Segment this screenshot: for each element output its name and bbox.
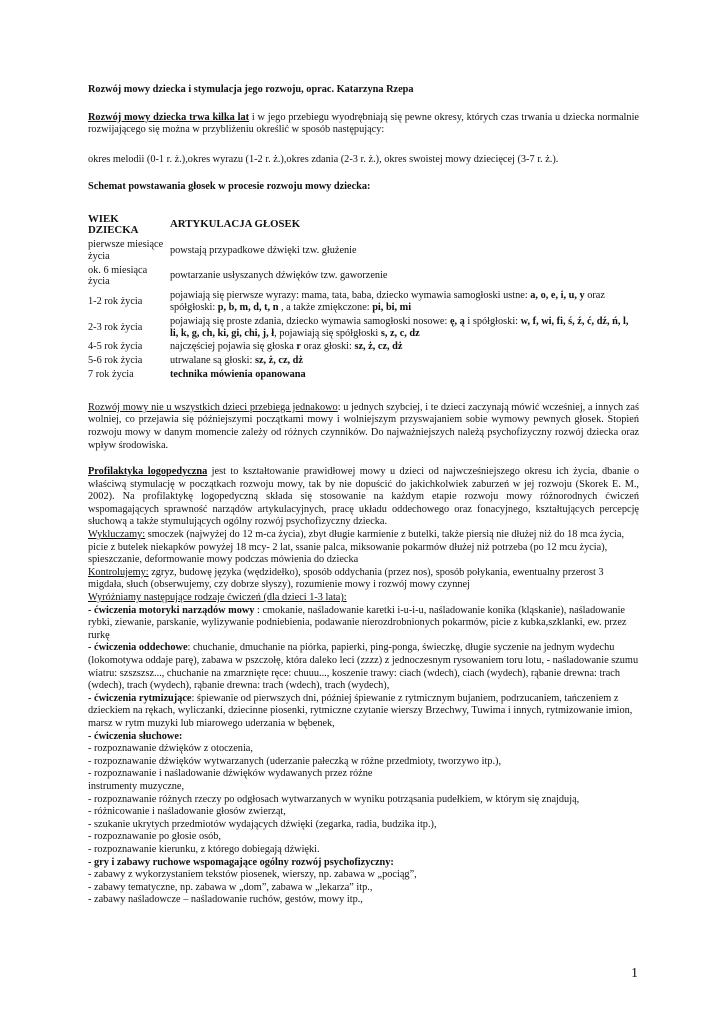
articulation-cell xyxy=(170,368,639,382)
articulation-cell xyxy=(170,340,639,354)
list-item: - różnicowanie i naśladowanie głosów zwierząt, xyxy=(88,806,286,818)
exclude-line xyxy=(88,529,639,567)
prophylaxis-paragraph xyxy=(88,466,639,529)
cell-text: najczęściej pojawia się głoska xyxy=(170,341,297,353)
list-item: - rozpoznawanie dźwięków wytwarzanych (uderzanie pałeczką w różne przedmioty, tworzywo itp.), xyxy=(88,755,502,767)
age-cell: pierwsze miesiące życia xyxy=(88,238,164,262)
cell-text: i spółgłoski: xyxy=(464,315,521,327)
list-item: - rozpoznawanie różnych rzeczy po odgłosach wytwarzanych w wyniku potrząsania pudełkiem, w którym się znajdują, xyxy=(88,793,580,805)
cell-text: , a także zmiękczone: xyxy=(278,301,373,313)
periods-line: okres melodii (0-1 r. ż.),okres wyrazu (1-2 r. ż.),okres zdania (2-3 r. ż.), okres swoistej mowy dziecięcej (3-7 r. ż.). xyxy=(88,153,559,165)
cell-text: utrwalane są głoski: xyxy=(170,355,255,367)
cell-text: oraz spółgłoski: xyxy=(170,290,605,313)
breathing-exercises xyxy=(88,642,639,692)
age-cell: ok. 6 miesiąca życia xyxy=(88,264,148,288)
cell-text: powtarzanie usłyszanych dźwięków tzw. gaworzenie xyxy=(170,270,388,282)
cell-bold: sz, ż, cz, dż xyxy=(254,355,303,367)
header-articulation: ARTYKULACJA GŁOSEK xyxy=(170,218,301,231)
table-row xyxy=(88,368,639,382)
rhythm-exercises xyxy=(88,693,639,731)
header-age: WIEK DZIECKA xyxy=(88,212,139,236)
cell-text: pojawiają się proste zdania, dziecko wymawia samogłoski nosowe: xyxy=(170,315,450,327)
prophylaxis-text: jest to kształtowanie prawidłowej mowy u dzieci od najwcześniejszego okresu ich życia, dbanie o właściwą stymulację w początkach rozwoju mowy, tak by nie dopuścić do jakichkolwiek zaburzeń w jej rozwoju (Skorek E. M., 2002). Na profilaktykę logopedyczną składa się stosowanie na każdym etapie rozwoju mowy różnorodnych ćwiczeń wspomagających sprawność narządów artykulacyjnych, pracę układu oddechowego oraz fonacyjnego, kształtujących percepcję słuchową a także stymulujących ogólny rozwój psychofizyczny dziecka. xyxy=(88,466,639,528)
articulation-table xyxy=(88,214,639,382)
rhythm-label: - ćwiczenia rytmizujące xyxy=(88,692,192,704)
breathing-text: : chuchanie, dmuchanie na piórka, papierki, ping-ponga, świeczkę, długie syczenie na jednym wydechu (lokomotywa oddaje parę), zabawa w pszczołę, która daleko leci (zzzz) z jednoczesnym rysowaniem toru lotu, - naśladowanie szumu wiatru: szszszsz..., chuchanie na zmarznięte ręce: chuuu..., koszenie trawy: ciach (wdech), ciach (wydech), rąbanie drewna: trach (wdech), trach (wydech), rąbanie drewna: trach (wdech), trach (wydech), xyxy=(88,642,639,692)
intro-text: i w jego przebiegu wyodrębniają się pewne okresy, których czas trwania u dziecka normalnie rozwijającego się można w przybliżeniu określić w sposób następujący: xyxy=(88,111,640,136)
control-label: Kontrolujemy: xyxy=(88,566,149,578)
development-paragraph xyxy=(88,402,639,452)
cell-text: powstają przypadkowe dźwięki tzw. głużenie xyxy=(170,244,357,256)
list-item: - zabawy tematyczne, np. zabawa w „dom”, zabawa w „lekarza” itp., xyxy=(88,881,373,893)
motor-label: - ćwiczenia motoryki narządów mowy xyxy=(88,604,255,616)
list-item: - zabawy naśladowcze – naśladowanie ruchów, gestów, mowy itp., xyxy=(88,894,363,906)
development-text: : u jednych szybciej, i te dzieci zaczynają mówić wcześniej, a innych zaś wolniej, co przejawia się późniejszymi początkami mowy i wolniejszym przyswajaniem sobie wymowy pewnych głosek. Stopień rozwoju mowy w danym momencie zależy od różnych czynników. Do najważniejszych należą psychofizyczny rozwój dziecka oraz wpływ środowiska. xyxy=(88,401,639,451)
table-row xyxy=(88,289,639,315)
schema-heading: Schemat powstawania głosek w procesie rozwoju mowy dziecka: xyxy=(88,181,371,193)
cell-text: oraz głoski: xyxy=(300,341,355,353)
cell-bold: sz, ż, cz, dż xyxy=(354,341,403,353)
motor-text: : cmokanie, naśladowanie karetki i-u-i-u, naśladowanie konika (kląskanie), naśladowanie rybki, ziewanie, parskanie, wylizywanie podniebienia, podawanie nierozdrobnionych pokarmów, picie z kubka,szklanki, ew. przez rurkę xyxy=(88,604,627,641)
list-item: instrumenty muzyczne, xyxy=(88,780,185,792)
development-lead: Rozwój mowy nie u wszystkich dzieci przebiega jednakowo xyxy=(88,401,338,413)
table-row xyxy=(88,315,639,341)
list-item: - rozpoznawanie po głosie osób, xyxy=(88,831,221,843)
articulation-cell xyxy=(170,264,639,290)
cell-bold: r xyxy=(296,341,301,353)
list-item: - szukanie ukrytych przedmiotów wydających dźwięki (zegarka, radia, budzika itp.), xyxy=(88,818,437,830)
table-row xyxy=(88,264,639,290)
cell-bold: ę, ą xyxy=(449,315,465,327)
cell-bold: pi, bi, mi xyxy=(372,301,412,313)
cell-bold: s, z, c, dz xyxy=(380,327,420,339)
hearing-label: - ćwiczenia słuchowe: xyxy=(88,730,183,742)
age-cell: 1-2 rok życia xyxy=(88,296,143,308)
intro-paragraph xyxy=(88,112,639,137)
exclude-label: Wykluczamy: xyxy=(88,529,146,541)
document-title: Rozwój mowy dziecka i stymulacja jego rozwoju, oprac. Katarzyna Rzepa xyxy=(88,84,414,95)
cell-text: , pojawiają się spółgłoski xyxy=(274,327,381,339)
prophylaxis-lead: Profilaktyka logopedyczna xyxy=(88,466,208,478)
control-text: zgryz, budowę języka (wędzidełko), sposób oddychania (przez nos), sposób połykania, ewentualny przerost 3 migdała, słuch (obserwujemy, czy dobrze słyszy), rozumienie mowy i rozwój mowy czynnej xyxy=(88,566,604,591)
cell-bold: p, b, m, d, t, n xyxy=(217,301,279,313)
cell-text: pojawiają się pierwsze wyrazy: mama, tata, baba, dziecko wymawia samogłoski ustne: xyxy=(170,290,531,302)
articulation-cell xyxy=(170,238,639,264)
table-row xyxy=(88,354,639,368)
page-number: 1 xyxy=(631,966,638,981)
age-cell: 5-6 rok życia xyxy=(88,355,143,367)
cell-bold: technika mówienia opanowana xyxy=(170,368,306,380)
table-row xyxy=(88,238,639,264)
age-cell: 7 rok życia xyxy=(88,368,134,380)
hearing-exercises xyxy=(88,731,639,857)
table-header-row xyxy=(88,214,639,238)
age-cell: 4-5 rok życia xyxy=(88,341,143,353)
table-row xyxy=(88,340,639,354)
games-label: - gry i zabawy ruchowe wspomagające ogólny rozwój psychofizyczny: xyxy=(88,856,394,868)
exercise-types-heading: Wyróżniamy następujące rodzaje ćwiczeń (dla dzieci 1-3 lata): xyxy=(88,592,347,604)
list-item: - rozpoznawanie kierunku, z którego dobiegają dźwięki. xyxy=(88,843,320,855)
movement-games xyxy=(88,857,639,907)
list-item: - rozpoznawanie dźwięków z otoczenia, xyxy=(88,743,253,755)
intro-lead: Rozwój mowy dziecka trwa kilka lat xyxy=(88,111,250,123)
articulation-cell xyxy=(170,315,639,341)
cell-bold: a, o, e, i, u, y xyxy=(530,290,585,302)
motor-exercises xyxy=(88,605,639,643)
document-page xyxy=(88,84,639,907)
list-item: - zabawy z wykorzystaniem tekstów piosenek, wierszy, np. zabawa w „pociąg”, xyxy=(88,869,417,881)
exclude-text: smoczek (najwyżej do 12 m-ca życia), zbyt długie karmienie z butelki, także piersią nie dłużej niż do 18 mca życia, picie z butelek niekapków powyżej 18 mcy- 2 lat, ssanie palca, miksowanie pokarmów dłużej niż potrzeba (po 12 mcu życia), spieszczanie, deformowanie mowy podczas mówienia do dziecka xyxy=(88,529,625,566)
articulation-cell xyxy=(170,289,639,315)
rhythm-text: : śpiewanie od pierwszych dni, później śpiewanie z rytmicznym bujaniem, podrzucaniem, tańczeniem z dzieckiem na rękach, wyliczanki, dziecinne piosenki, rytmiczne czytanie wierszy Brzechwy, Tuwima i innych, rytmizowanie imion, marsz w rytm muzyki lub miarowego uderzania w bębenek, xyxy=(88,692,633,729)
breathing-label: - ćwiczenia oddechowe xyxy=(88,642,188,654)
age-cell: 2-3 rok życia xyxy=(88,321,143,333)
list-item: - rozpoznawanie i naśladowanie dźwięków wydawanych przez różne xyxy=(88,768,373,780)
cell-bold: w, f, wi, fi, ś, ź, ć, dź, ń, l, li, k, g, ch, ki, gi, chi, j, ł xyxy=(170,315,629,339)
articulation-cell xyxy=(170,354,639,368)
control-line xyxy=(88,567,639,592)
